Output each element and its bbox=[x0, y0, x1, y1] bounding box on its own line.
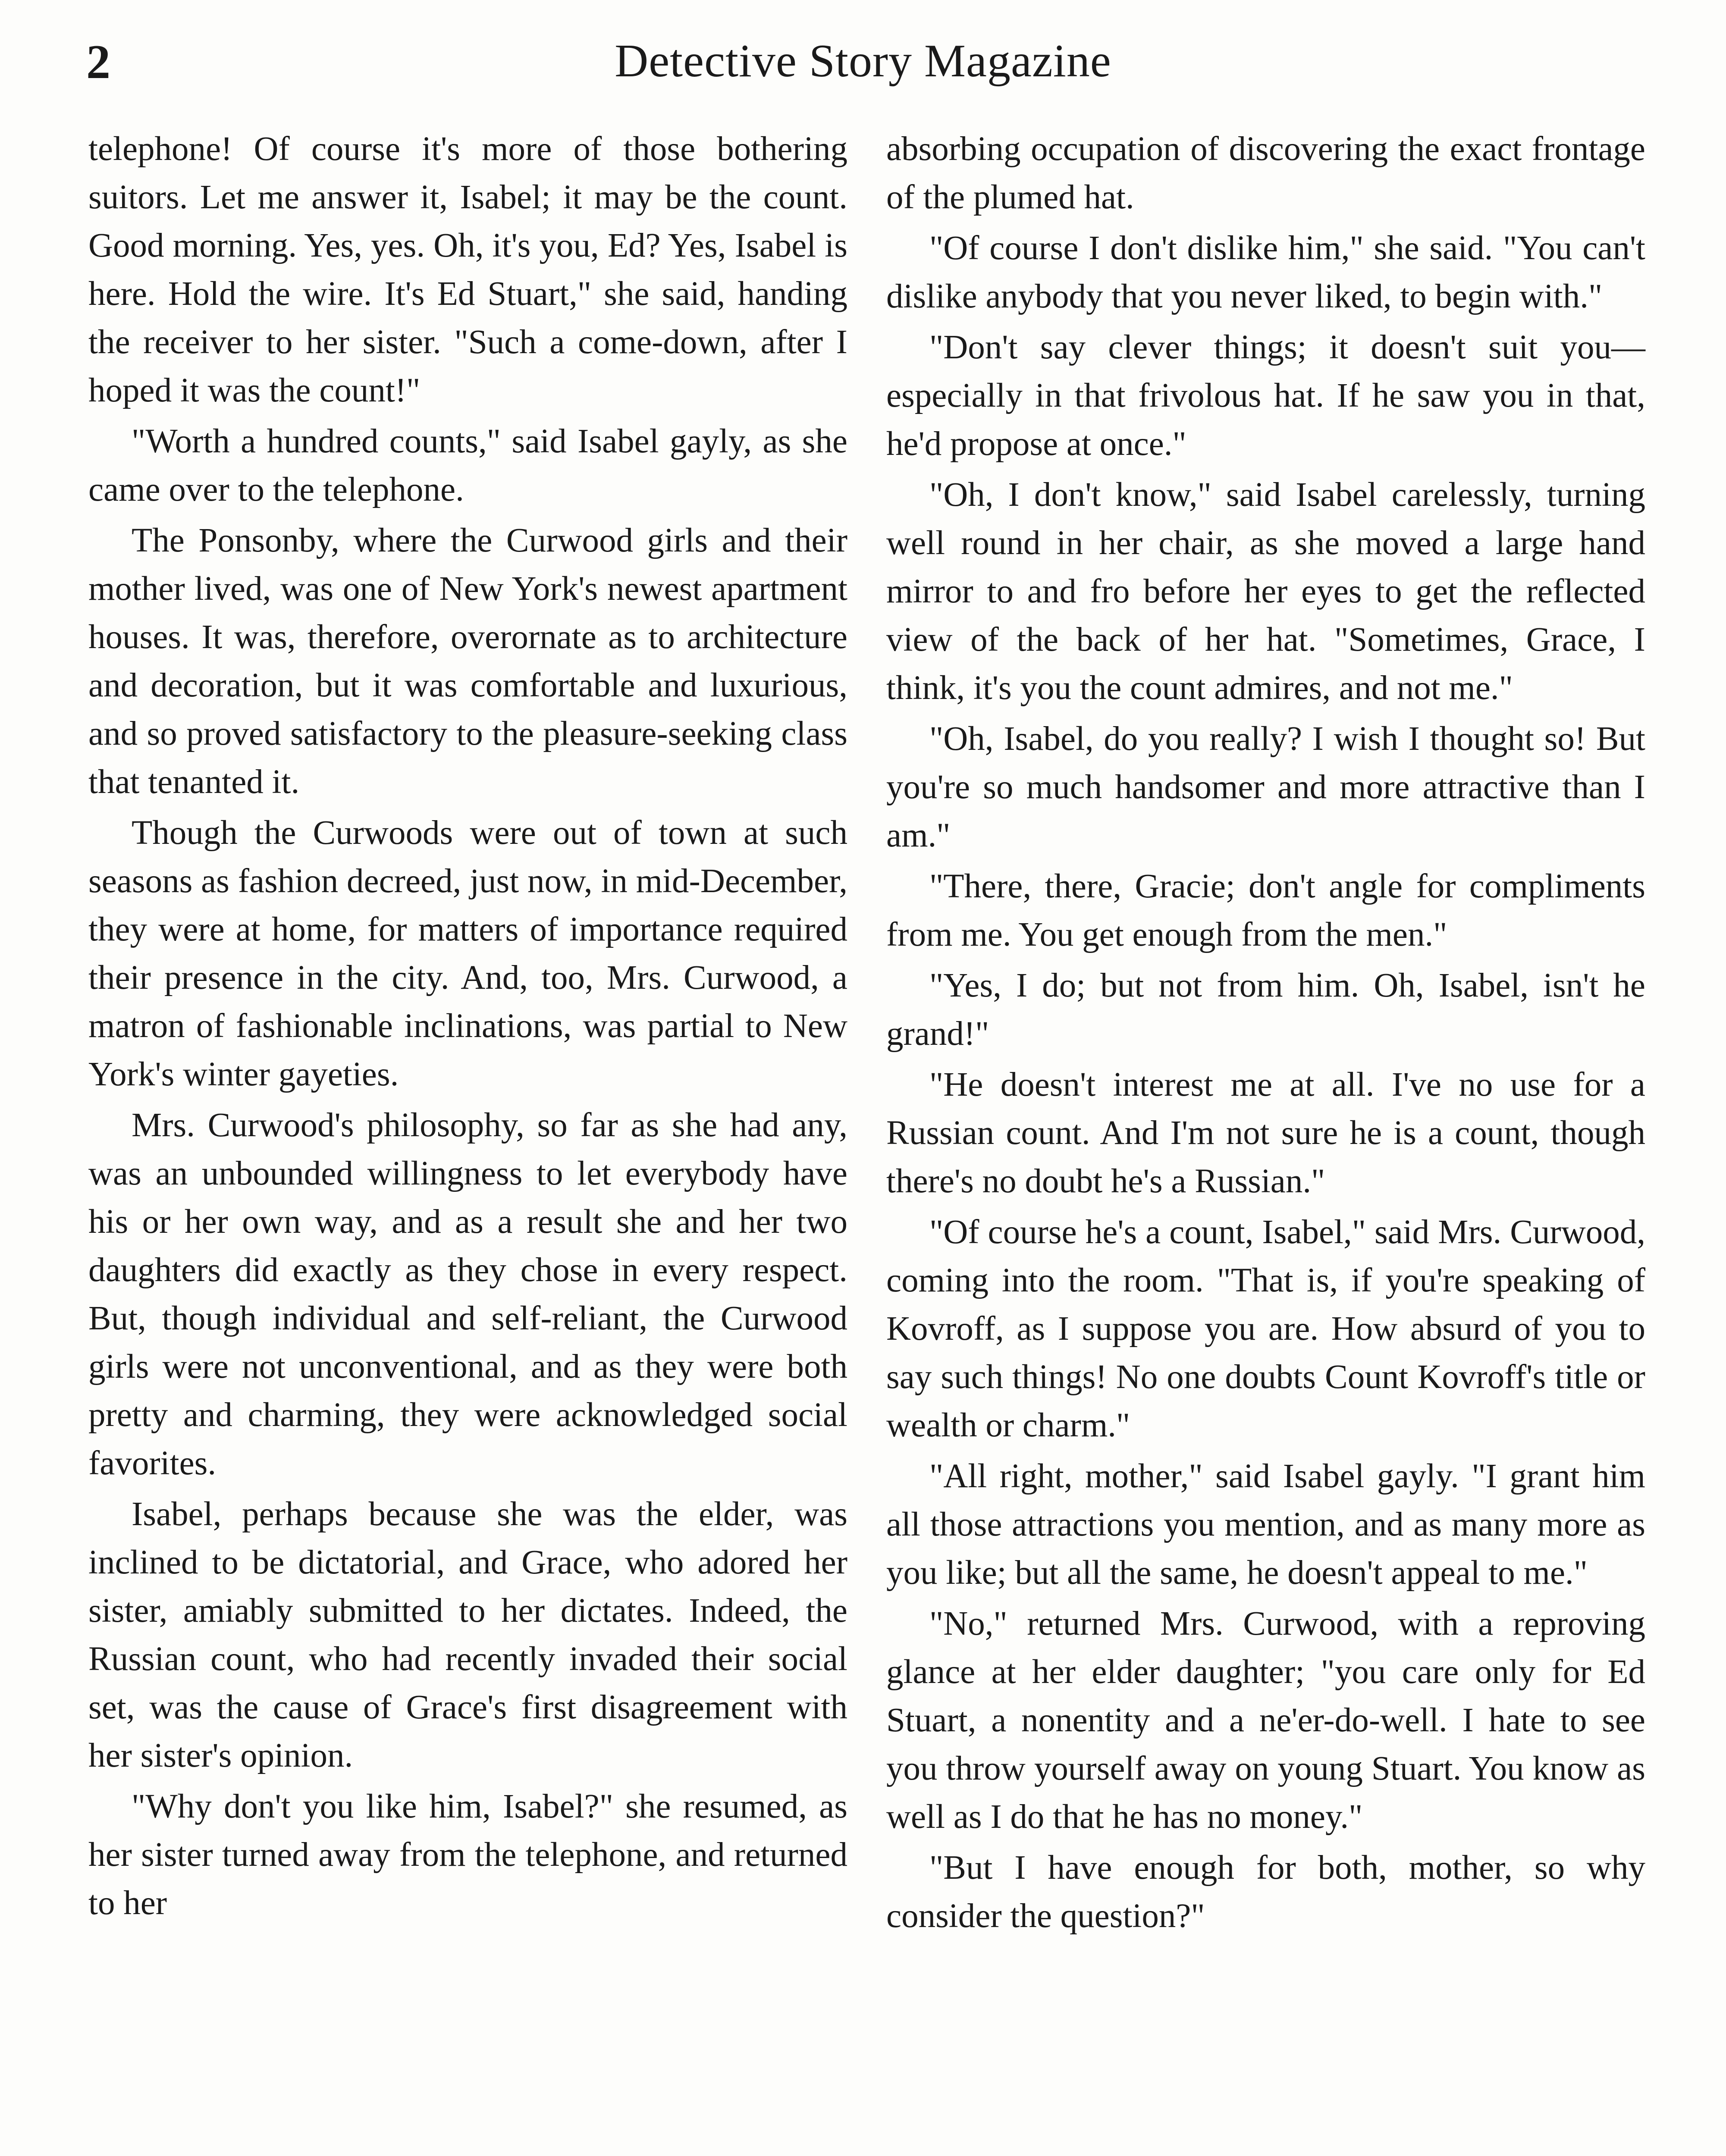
paragraph: "Why don't you like him, Isabel?" she resumed, as her sister turned away from the telephone, and returned to her bbox=[88, 1788, 847, 1922]
paragraph: "Don't say clever things; it doesn't suit you—especially in that frivolous hat. If he saw you in that, he'd propose at once." bbox=[886, 329, 1645, 463]
page-header bbox=[86, 30, 1640, 103]
paragraph: "But I have enough for both, mother, so why consider the question?" bbox=[886, 1849, 1645, 1935]
paragraph: telephone! Of course it's more of those bothering suitors. Let me answer it, Isabel; it may be the count. Good morning. Yes, yes. Oh, it's you, Ed? Yes, Isabel is here. Hold the wire. It's Ed Stuart," she said, handing the receiver to her sister. "Such a come-down, after I hoped it was the count!" bbox=[88, 130, 847, 409]
paragraph: absorbing occupation of discovering the exact frontage of the plumed hat. bbox=[886, 130, 1645, 216]
paragraph: Though the Curwoods were out of town at such seasons as fashion decreed, just now, in mid-December, they were at home, for matters of importance required their presence in the city. And, too, Mrs. Curwood, a matron of fashionable inclinations, was partial to New York's winter gayeties. bbox=[88, 814, 847, 1093]
paragraph: The Ponsonby, where the Curwood girls and their mother lived, was one of New York's newest apartment houses. It was, therefore, overornate as to architecture and decoration, but it was comfortable and luxurious, and so proved satisfactory to the pleasure-seeking class that tenanted it. bbox=[88, 522, 847, 801]
paragraph: "All right, mother," said Isabel gayly. "I grant him all those attractions you mention, and as many more as you like; but all the same, he doesn't appeal to me." bbox=[886, 1457, 1645, 1592]
paragraph: "Oh, I don't know," said Isabel carelessly, turning well round in her chair, as she moved a large hand mirror to and fro before her eyes to get the reflected view of the back of her hat. "Sometimes, Grace, I think, it's you the count admires, and not me." bbox=[886, 476, 1645, 707]
page-number: 2 bbox=[86, 35, 110, 89]
paragraph: "Oh, Isabel, do you really? I wish I thought so! But you're so much handsomer and more attractive than I am." bbox=[886, 720, 1645, 854]
right-text-column bbox=[886, 125, 1645, 1943]
paragraph: "Of course I don't dislike him," she said. "You can't dislike anybody that you never liked, to begin with." bbox=[886, 229, 1645, 315]
left-text-column bbox=[88, 125, 847, 1930]
paragraph: Isabel, perhaps because she was the elder, was inclined to be dictatorial, and Grace, who adored her sister, amiably submitted to her dictates. Indeed, the Russian count, who had recently invaded their social set, was the cause of Grace's first disagreement with her sister's opinion. bbox=[88, 1495, 847, 1774]
paragraph: Mrs. Curwood's philosophy, so far as she had any, was an unbounded willingness to let everybody have his or her own way, and as a result she and her two daughters did exactly as they chose in every respect. But, though individual and self-reliant, the Curwood girls were not unconventional, and as they were both pretty and charming, they were acknowledged social favorites. bbox=[88, 1106, 847, 1482]
paragraph: "He doesn't interest me at all. I've no use for a Russian count. And I'm not sure he is a count, though there's no doubt he's a Russian." bbox=[886, 1066, 1645, 1200]
paragraph: "Worth a hundred counts," said Isabel gayly, as she came over to the telephone. bbox=[88, 423, 847, 508]
paragraph: "No," returned Mrs. Curwood, with a reproving glance at her elder daughter; "you care only for Ed Stuart, a nonentity and a ne'er-do-well. I hate to see you throw yourself away on young Stuart. You know as well as I do that he has no money." bbox=[886, 1605, 1645, 1836]
running-title: Detective Story Magazine bbox=[615, 35, 1111, 87]
paragraph: "Of course he's a count, Isabel," said Mrs. Curwood, coming into the room. "That is, if you're speaking of Kovroff, as I suppose you are. How absurd of you to say such things! No one doubts Count Kovroff's title or wealth or charm." bbox=[886, 1213, 1645, 1444]
paragraph: "Yes, I do; but not from him. Oh, Isabel, isn't he grand!" bbox=[886, 967, 1645, 1053]
paragraph: "There, there, Gracie; don't angle for compliments from me. You get enough from the men." bbox=[886, 868, 1645, 953]
